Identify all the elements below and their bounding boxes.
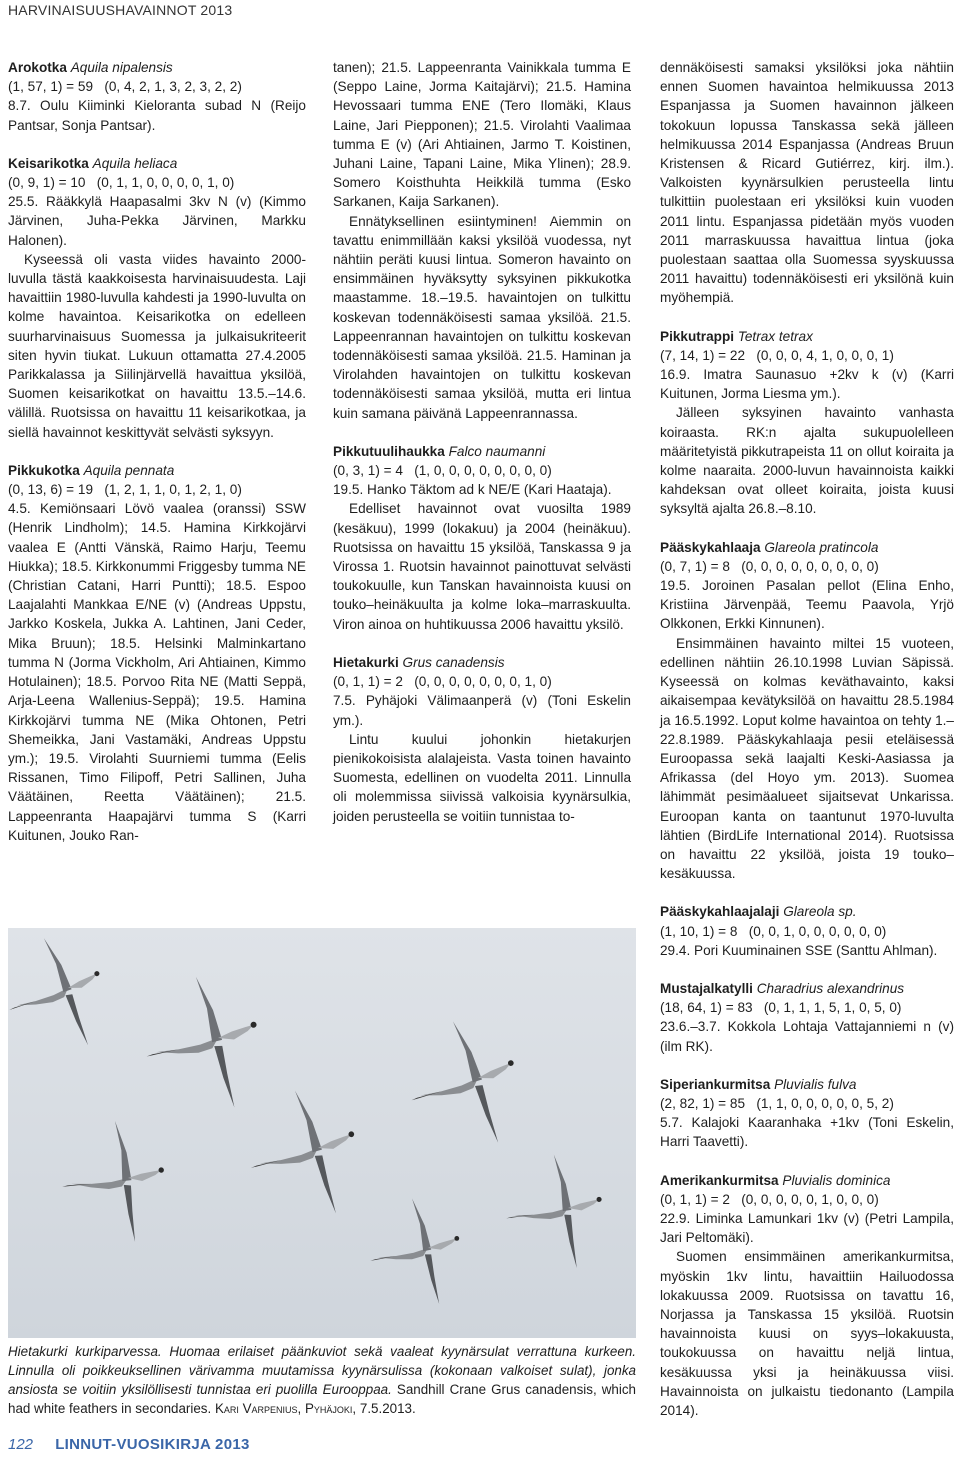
- species-name: Pääskykahlaaja: [660, 539, 761, 555]
- species-sci-name: Falco naumanni: [448, 443, 546, 459]
- page-footer: [8, 1436, 250, 1453]
- species-sci-name: Aquila pennata: [83, 462, 175, 478]
- species-sci-name: Charadrius alexandrinus: [756, 980, 905, 996]
- species-sci-name: Aquila heliaca: [92, 155, 178, 171]
- species-stats: (1, 10, 1) = 8 (0, 0, 1, 0, 0, 0, 0, 0, 0): [660, 923, 887, 939]
- species-heading: [333, 653, 631, 672]
- crane-flock-photo: [8, 928, 636, 1338]
- species-sci-name: Pluvialis fulva: [774, 1076, 857, 1092]
- species-name: Amerikankurmitsa: [660, 1172, 779, 1188]
- species-stats: (0, 7, 1) = 8 (0, 0, 0, 0, 0, 0, 0, 0, 0): [660, 558, 879, 574]
- observation-text: 16.9. Imatra Saunasuo +2kv k (v) (Karri Kuitunen, Jorma Liesma ym.).: [660, 367, 954, 402]
- publication-title: LINNUT-VUOSIKIRJA 2013: [55, 1436, 250, 1453]
- species-stats: (0, 1, 1) = 2 (0, 0, 0, 0, 0, 0, 0, 1, 0): [333, 674, 552, 690]
- photo-credit: Kari Varpenius, Pyhäjoki, 7.5.2013.: [214, 1401, 416, 1416]
- species-stats: (7, 14, 1) = 22 (0, 0, 0, 4, 1, 0, 0, 0, 1): [660, 347, 894, 363]
- species-stats: (1, 57, 1) = 59 (0, 4, 2, 1, 3, 2, 3, 2, 2): [8, 79, 242, 95]
- commentary-text: dennäköisesti samaksi yksilöksi joka nähtiin ennen Suomen havaintoa helmikuussa 2013 Espanjassa ja Suomen havainnon jälkeen tokokuun lopussa Tanskassa sekä jälleen helmikuussa 2014 Espanjassa (Andreas Bruun Kristensen & Ricard Gutiérrez, kirj. ilm.). Valkoisten kyynärsulkien perusteella lintu tulkittiin puolestaan eri yksilöksi kuin vuoden 2011 lintu. Espanjassa pidetään myös vuoden 2011 marraskuussa havaittua lintua (joka puolestaan saattaa olla Suomessa syyskuussa 2011 havaittu) todennäköisesti eri yksilönä kuin myöhempiä.: [660, 60, 954, 306]
- species-sci-name: Glareola sp.: [783, 904, 857, 920]
- species-sci-name: Aquila nipalensis: [70, 60, 173, 75]
- page-header: [0, 0, 960, 22]
- commentary-text: Kyseessä oli vasta viides havainto 2000-luvulla tästä kaakkoisesta harvinaisuudesta. Laji havaittiin 1980-luvulla kahdesti ja 1990-luvulta on kolme havaintoa. Keisarikotka on edelleen suurharvinaisuus Suomessa ja julkaisukriteerit siten hyvin tiukat. Lukuun ottamatta 27.4.2005 Parikkalassa ja Siilinjärvellä havaittua yksilöä, Suomen keisarikotkat on havaittu 13.5.–14.6. välillä. Ruotsissa on havaittu 11 keisarikotkaa, ja siellä havainnot keskittyvät selvästi syksyyn.: [8, 251, 306, 440]
- species-stats: (0, 9, 1) = 10 (0, 1, 1, 0, 0, 0, 0, 1, 0): [8, 175, 235, 191]
- species-heading: [8, 461, 306, 480]
- species-sci-name: Tetrax tetrax: [737, 328, 813, 344]
- species-name: Siperiankurmitsa: [660, 1076, 771, 1092]
- photo-caption: [8, 1342, 636, 1418]
- observation-text: 19.5. Joroinen Pasalan pellot (Elina Enho, Kristiina Järvenpää, Teemu Paavola, Yrjö Olkkonen, Erkki Kinnunen).: [660, 578, 954, 632]
- species-heading: [8, 154, 306, 173]
- species-stats: (0, 1, 1) = 2 (0, 0, 0, 0, 0, 1, 0, 0, 0): [660, 1191, 879, 1207]
- commentary-text: Ennätyksellinen esiintyminen! Aiemmin on tavattu enimmillään kaksi yksilöä vuodessa, nyt nähtiin peräti kuusi lintua. Someron havainto on ensimmäinen hyväksytty syksyinen pikkukotka maastamme. 18.–19.5. havaintojen on tulkittu koskevan todennäköisesti samaa yksilöä. 21.5. Lappeenrannan havaintojen on tulkittu koskevan todennäköisesti samaa yksilöä. 21.5. Haminan ja Virolahden havaintojen on tulkittu koskevan todennäköisesti samaa yksilöä, mutta eri lintua kuin samana päivänä Lappeenrannassa.: [333, 213, 631, 421]
- observation-text: 22.9. Liminka Lamunkari 1kv (v) (Petri Lampila, Jari Peltomäki).: [660, 1210, 954, 1246]
- commentary-text: Jälleen syksyinen havainto vanhasta koiraasta. RK:n ajalta sukupuolelleen määritetyistä pikkutrapeista 11 on ollut koiraita ja kolme naaraita. 2000-luvun havainnoista kaikki kahdeksan ovat olleet koiraita, joista kuusi syksyltä ajalta 26.8.–8.10.: [660, 405, 954, 517]
- species-stats: (18, 64, 1) = 83 (0, 1, 1, 1, 5, 1, 0, 5, 0): [660, 1000, 902, 1016]
- species-heading: [8, 58, 306, 77]
- species-stats: (2, 82, 1) = 85 (1, 1, 0, 0, 0, 0, 0, 5, 2): [660, 1095, 894, 1111]
- species-name: Keisarikotka: [8, 155, 89, 171]
- observation-text: 19.5. Hanko Täktom ad k NE/E (Kari Haataja).: [333, 482, 612, 498]
- species-heading: [660, 538, 954, 557]
- species-heading: [660, 327, 954, 346]
- commentary-text: Ensimmäinen havainto miltei 15 vuoteen, edellinen nähtiin 26.10.1998 Luvian Säpissä. Kyseessä on kolmas keväthavainto, kaksi aikaisempaa kevätyksilöä on havaittu 28.5.1984 ja 16.5.1992. Loput kolme havaintoa on tehty 1.–22.8.1989. Pääskykahlaaja pesii eteläisessä Euroopassa sekä laajalti Keski-Aasiassa ja Afrikassa (del Hoyo ym. 2013). Suomea lähimmät pesimäalueet sijaitsevat Unkarissa. Euroopan kanta on taantunut 1970-luvulta lähtien (BirdLife International 2014). Ruotsissa on havaittu 22 yksilöä, joista 19 touko–kesäkuussa.: [660, 635, 954, 882]
- commentary-text: Edelliset havainnot ovat vuosilta 1989 (kesäkuu), 1999 (lokakuu) ja 2004 (heinäkuu). Ruotsissa on havaittu 15 yksilöä, Tanskassa 9 ja Virossa 1. Ruotsin havainnot painottuvat selvästi toukokuulle, kun Tanskan havainnoista kuusi on touko–heinäkuulta ja kolme loka–marraskuulta. Viron ainoa on huhtikuussa 2006 havaittu yksilö.: [333, 501, 631, 632]
- species-heading: [660, 902, 954, 921]
- page-number: 122: [8, 1436, 34, 1453]
- column-2: [333, 58, 631, 826]
- species-name: Hietakurki: [333, 654, 399, 670]
- species-heading: [660, 1171, 954, 1190]
- species-heading: [333, 442, 631, 461]
- species-name: Pikkutrappi: [660, 328, 735, 344]
- observation-text: 23.6.–3.7. Kokkola Lohtaja Vattajanniemi n (v) (ilm RK).: [660, 1019, 954, 1054]
- species-name: Mustajalkatylli: [660, 980, 753, 996]
- observation-text: 25.5. Rääkkylä Haapasalmi 3kv N (v) (Kimmo Järvinen, Juha-Pekka Järvinen, Markku Halonen).: [8, 194, 306, 248]
- species-stats: (0, 13, 6) = 19 (1, 2, 1, 1, 0, 1, 2, 1, 0): [8, 482, 242, 498]
- caption-english: Sandhill Crane Grus canadensis, which had white feathers in secondaries.: [8, 1382, 636, 1416]
- running-header: HARVINAISUUSHAVAINNOT 2013: [8, 2, 233, 18]
- observation-text: 29.4. Pori Kuuminainen SSE (Santtu Ahlman).: [660, 942, 938, 958]
- commentary-text: Lintu kuului johonkin hietakurjen pienikokoisista alalajeista. Vasta toinen havainto Suomesta, edellinen on vuodelta 2011. Linnulla oli molemmissa siivissä valkoisia kyynärsulkia, joiden perusteella se voitiin tunnistaa to-: [333, 731, 631, 824]
- species-name: Pääskykahlaajalaji: [660, 904, 780, 920]
- caption-finnish: Hietakurki kurkiparvessa. Huomaa erilaiset päänkuviot sekä vaaleat kyynärsulat verrattuna kurkeen. Linnulla oli poikkeuksellinen värivamma muutamissa kyynärsulissa (kokonaan valkoiset sulat), jonka ansiosta se voitiin yksilöllisesti tunnistaa eri puolilla Eurooppaa.: [8, 1344, 636, 1397]
- species-sci-name: Glareola pratincola: [764, 539, 879, 555]
- species-stats: (0, 3, 1) = 4 (1, 0, 0, 0, 0, 0, 0, 0, 0): [333, 463, 552, 479]
- observation-text: 8.7. Oulu Kiiminki Kieloranta subad N (Reijo Pantsar, Sonja Pantsar).: [8, 98, 306, 133]
- species-name: Pikkukotka: [8, 462, 80, 478]
- species-sci-name: Pluvialis dominica: [782, 1172, 891, 1188]
- species-heading: [660, 1075, 954, 1094]
- commentary-text: Suomen ensimmäinen amerikankurmitsa, myöskin 1kv lintu, havaittiin Hailuodossa lokakuussa 2009. Ruotsissa on tavattu 16, Norjassa ja Tanskassa 15 yksilöä. Ruotsin havainnoista kuusi on syys–lokakuusta, toukokuussa on havaittu neljä lintua, kesäkuussa yksi ja heinäkuussa viisi. Havainnoista on julkaistu tiedonanto (Lampila 2014).: [660, 1249, 954, 1418]
- species-sci-name: Grus canadensis: [402, 654, 505, 670]
- observation-text: tanen); 21.5. Lappeenranta Vainikkala tumma E (Seppo Laine, Jorma Kaitajärvi); 21.5. Hamina Hevossaari tumma ENE (Tero Ilomäki, Klaus Laine, Jari Piepponen); 21.5. Virolahti Vaalimaa tumma E (v) (Ari Ahtiainen, Jarmo T. Koistinen, Juhani Laine, Tapani Laine, Mika Ylinen); 28.9. Somero Koisthuhta Heikkilä tumma (Esko Sarkanen, Kaija Sarkanen).: [333, 60, 631, 210]
- observation-text: 5.7. Kalajoki Kaaranhaka +1kv (Toni Eskelin, Harri Taavetti).: [660, 1115, 954, 1150]
- observation-text: 7.5. Pyhäjoki Välimaanperä (v) (Toni Eskelin ym.).: [333, 693, 631, 728]
- species-heading: [660, 979, 954, 998]
- observation-text: 4.5. Kemiönsaari Lövö vaalea (oranssi) SSW (Henrik Lindholm); 14.5. Hamina Kirkkojärvi vaalea E (Antti Vänskä, Raimo Harju, Teemu Hiukka); 18.5. Kirkkonummi Friggesby tumma NE (Christian Catani, Harri Puntti); 18.5. Espoo Laajalahti Mankkaa E/NE (v) (Andreas Uppstu, Jarkko Koskela, Jukka A. Lahtinen, Jani Ceder, Mika Bruun); 18.5. Helsinki Malminkartano tumma N (Jorma Vickholm, Ari Ahtiainen, Kimmo Hotulainen); 18.5. Porvoo Rita NE (Matti Seppä, Arja-Leena Wallenius-Seppä); 19.5. Hamina Kirkkojärvi tumma NE (Mika Ohtonen, Petri Shemeikka, Jani Vastamäki, Andreas Uppstu ym.); 19.5. Virolahti Suurniemi tumma (Eelis Rissanen, Timo Filipoff, Petri Sallinen, Juha Väätäinen, Reetta Väätäinen); 21.5. Lappeenranta Haapajärvi tumma S (Karri Kuitunen, Jouko Ran-: [8, 501, 306, 843]
- column-1: [8, 58, 306, 845]
- column-3: [660, 58, 954, 1420]
- species-name: Pikkutuulihaukka: [333, 443, 445, 459]
- species-name: Arokotka: [8, 60, 67, 75]
